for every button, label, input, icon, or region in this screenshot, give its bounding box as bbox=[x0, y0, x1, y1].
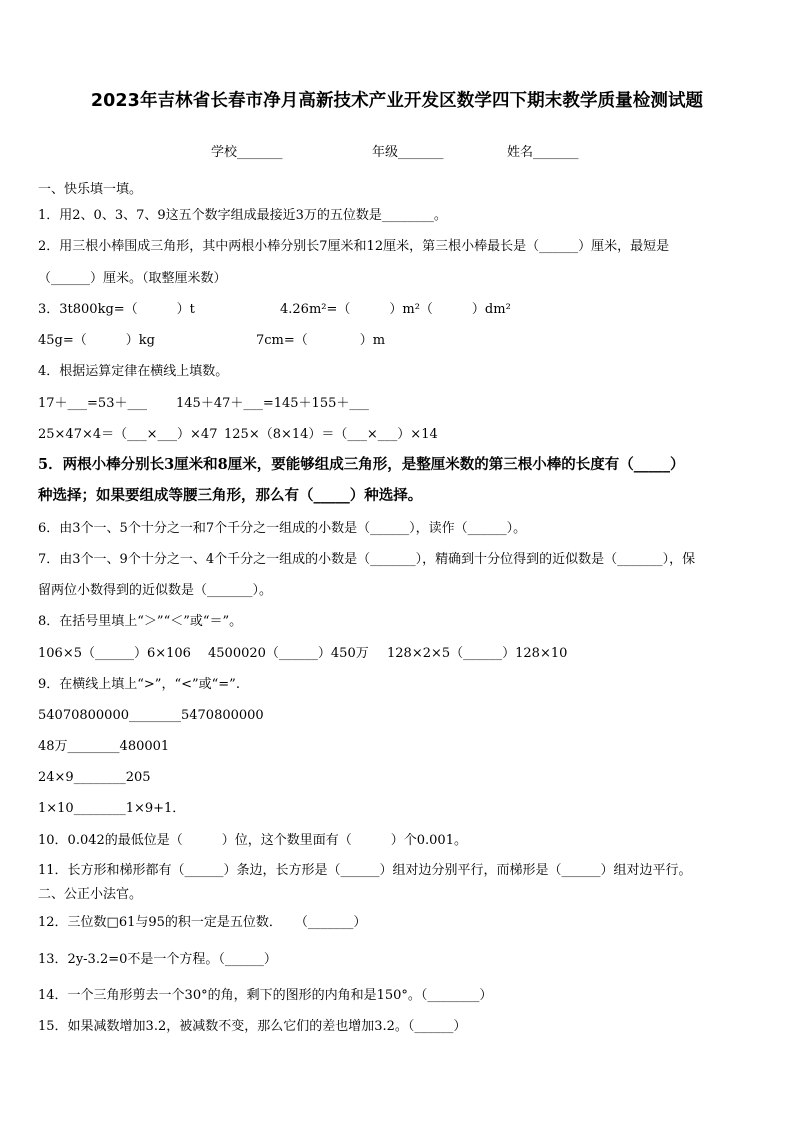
grade-field: 年级_______ bbox=[372, 145, 444, 160]
question-14: 14．一个三角形剪去一个30°的角，剩下的图形的内角和是150°。（________） bbox=[38, 988, 493, 1003]
question-5-line-2: 种选择；如果要组成等腰三角形，那么有（_____）种选择。 bbox=[38, 487, 423, 504]
question-8-item-2: 4500020（______）450万 bbox=[208, 646, 369, 661]
question-11: 11．长方形和梯形都有（______）条边，长方形是（______）组对边分别平行，而梯形是（______）组对边平行。 bbox=[38, 863, 692, 878]
question-1: 1．用2、0、3、7、9这五个数字组成最接近3万的五位数是________。 bbox=[38, 208, 447, 223]
question-4-item-1: 17＋___=53＋___ bbox=[38, 396, 147, 411]
question-3-part-c: 45g=（ ）kg bbox=[38, 333, 155, 348]
question-9-item-3: 24×9________205 bbox=[38, 770, 151, 785]
page-title: 2023年吉林省长春市净月高新技术产业开发区数学四下期末教学质量检测试题 bbox=[90, 91, 704, 111]
question-9-item-1: 54070800000________5470800000 bbox=[38, 708, 264, 723]
question-9-item-4: 1×10________1×9+1． bbox=[38, 801, 186, 816]
section-heading-2: 二、公正小法官。 bbox=[38, 887, 143, 902]
question-9: 9．在横线上填上“>”，“<”或“=”. bbox=[38, 677, 240, 692]
question-7-line-2: 留两位小数得到的近似数是（_______）。 bbox=[38, 583, 273, 598]
question-7-line-1: 7．由3个一、9个十分之一、4个千分之一组成的小数是（_______），精确到十分位得到的近似数是（_______），保 bbox=[38, 552, 696, 567]
question-9-item-2: 48万________480001 bbox=[38, 739, 170, 754]
question-12: 12．三位数□61与95的积一定是五位数． （_______） bbox=[38, 915, 367, 930]
question-4-item-4: 125×（8×14）＝（___×___）×14 bbox=[224, 427, 438, 442]
question-3-part-d: 7cm=（ ）m bbox=[256, 333, 386, 348]
section-heading-1: 一、快乐填一填。 bbox=[38, 182, 143, 197]
question-8-item-1: 106×5（______）6×106 bbox=[38, 646, 191, 661]
question-2-line-1: 2．用三根小棒围成三角形，其中两根小棒分别长7厘米和12厘米，第三根小棒最长是（______）厘米，最短是 bbox=[38, 239, 670, 254]
question-4: 4．根据运算定律在横线上填数。 bbox=[38, 364, 229, 379]
question-4-item-2: 145＋47＋___=145＋155＋___ bbox=[176, 396, 369, 411]
school-field: 学校_______ bbox=[211, 145, 283, 160]
question-3-part-a: 3．3t800kg=（ ）t bbox=[38, 302, 195, 317]
question-10: 10．0.042的最低位是（ ）位，这个数里面有（ ）个0.001。 bbox=[38, 833, 467, 848]
question-8-item-3: 128×2×5（______）128×10 bbox=[387, 646, 568, 661]
question-6: 6．由3个一、5个十分之一和7个千分之一组成的小数是（______），读作（______）。 bbox=[38, 521, 527, 536]
question-8: 8．在括号里填上“＞”“＜”或“＝”。 bbox=[38, 614, 243, 629]
question-4-item-3: 25×47×4＝（___×___）×47 bbox=[38, 427, 218, 442]
question-5-line-1: 5．两根小棒分别长3厘米和8厘米，要能够组成三角形，是整厘米数的第三根小棒的长度有（_____） bbox=[38, 456, 685, 473]
question-13: 13．2y-3.2=0不是一个方程。（______） bbox=[38, 952, 277, 967]
name-field: 姓名_______ bbox=[507, 145, 579, 160]
question-15: 15．如果减数增加3.2，被减数不变，那么它们的差也增加3.2。（______） bbox=[38, 1019, 467, 1034]
question-3-part-b: 4.26m²=（ ）m²（ ）dm² bbox=[280, 302, 511, 317]
question-2-line-2: （______）厘米。（取整厘米数） bbox=[38, 271, 227, 286]
